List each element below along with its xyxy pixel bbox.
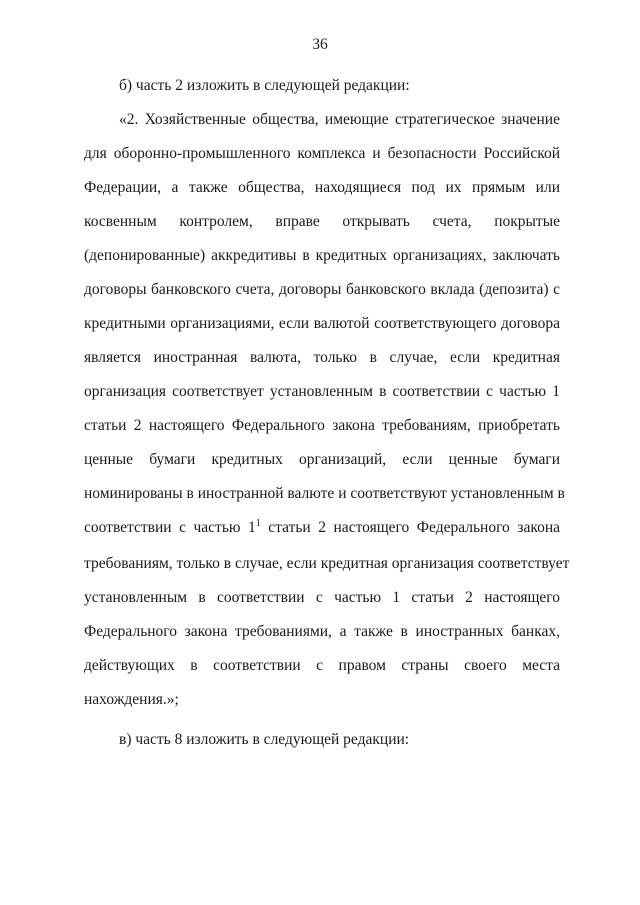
paragraph-closing: нахождения.»;	[84, 691, 179, 708]
paragraph-line: Федерального закона требованиями, а также в иностранных банках,	[84, 623, 560, 640]
paragraph-line: (депонированные) аккредитивы в кредитных организациях, заключать	[84, 247, 560, 264]
next-amendment-intro: в) часть 8 изложить в следующей редакции:	[119, 731, 410, 748]
paragraph-line-with-superscript	[84, 518, 560, 538]
superscript: 1	[255, 518, 261, 529]
line-segment: статьи 2 настоящего Федерального закона	[260, 519, 560, 536]
paragraph-line: Федерации, а также общества, находящиеся под их прямым или	[84, 179, 560, 196]
paragraph-line: является иностранная валюта, только в случае, если кредитная	[84, 349, 560, 366]
paragraph-line: ценные бумаги кредитных организаций, если ценные бумаги	[84, 451, 560, 468]
paragraph-line: для оборонно-промышленного комплекса и безопасности Российской	[84, 145, 560, 162]
paragraph-line: статьи 2 настоящего Федерального закона требованиям, приобретать	[84, 417, 560, 434]
paragraph-line: «2. Хозяйственные общества, имеющие стратегическое значение	[119, 111, 560, 128]
paragraph-line: косвенным контролем, вправе открывать счета, покрытые	[84, 213, 560, 230]
amendment-intro: б) часть 2 изложить в следующей редакции:	[119, 77, 410, 94]
line-segment: соответствии с частью 1	[84, 519, 256, 536]
paragraph-line: требованиям, только в случае, если кредитная организация соответствует	[84, 555, 570, 572]
paragraph-line: номинированы в иностранной валюте и соответствуют установленным в	[84, 485, 565, 502]
paragraph-line: организация соответствует установленным в соответствии с частью 1	[84, 383, 560, 400]
page-number: 36	[312, 36, 328, 53]
paragraph-line: установленным в соответствии с частью 1 статьи 2 настоящего	[84, 589, 560, 606]
paragraph-line: действующих в соответствии с правом страны своего места	[84, 657, 560, 674]
paragraph-line: кредитными организациями, если валютой соответствующего договора	[84, 315, 560, 332]
paragraph-line: договоры банковского счета, договоры банковского вклада (депозита) с	[84, 281, 560, 298]
